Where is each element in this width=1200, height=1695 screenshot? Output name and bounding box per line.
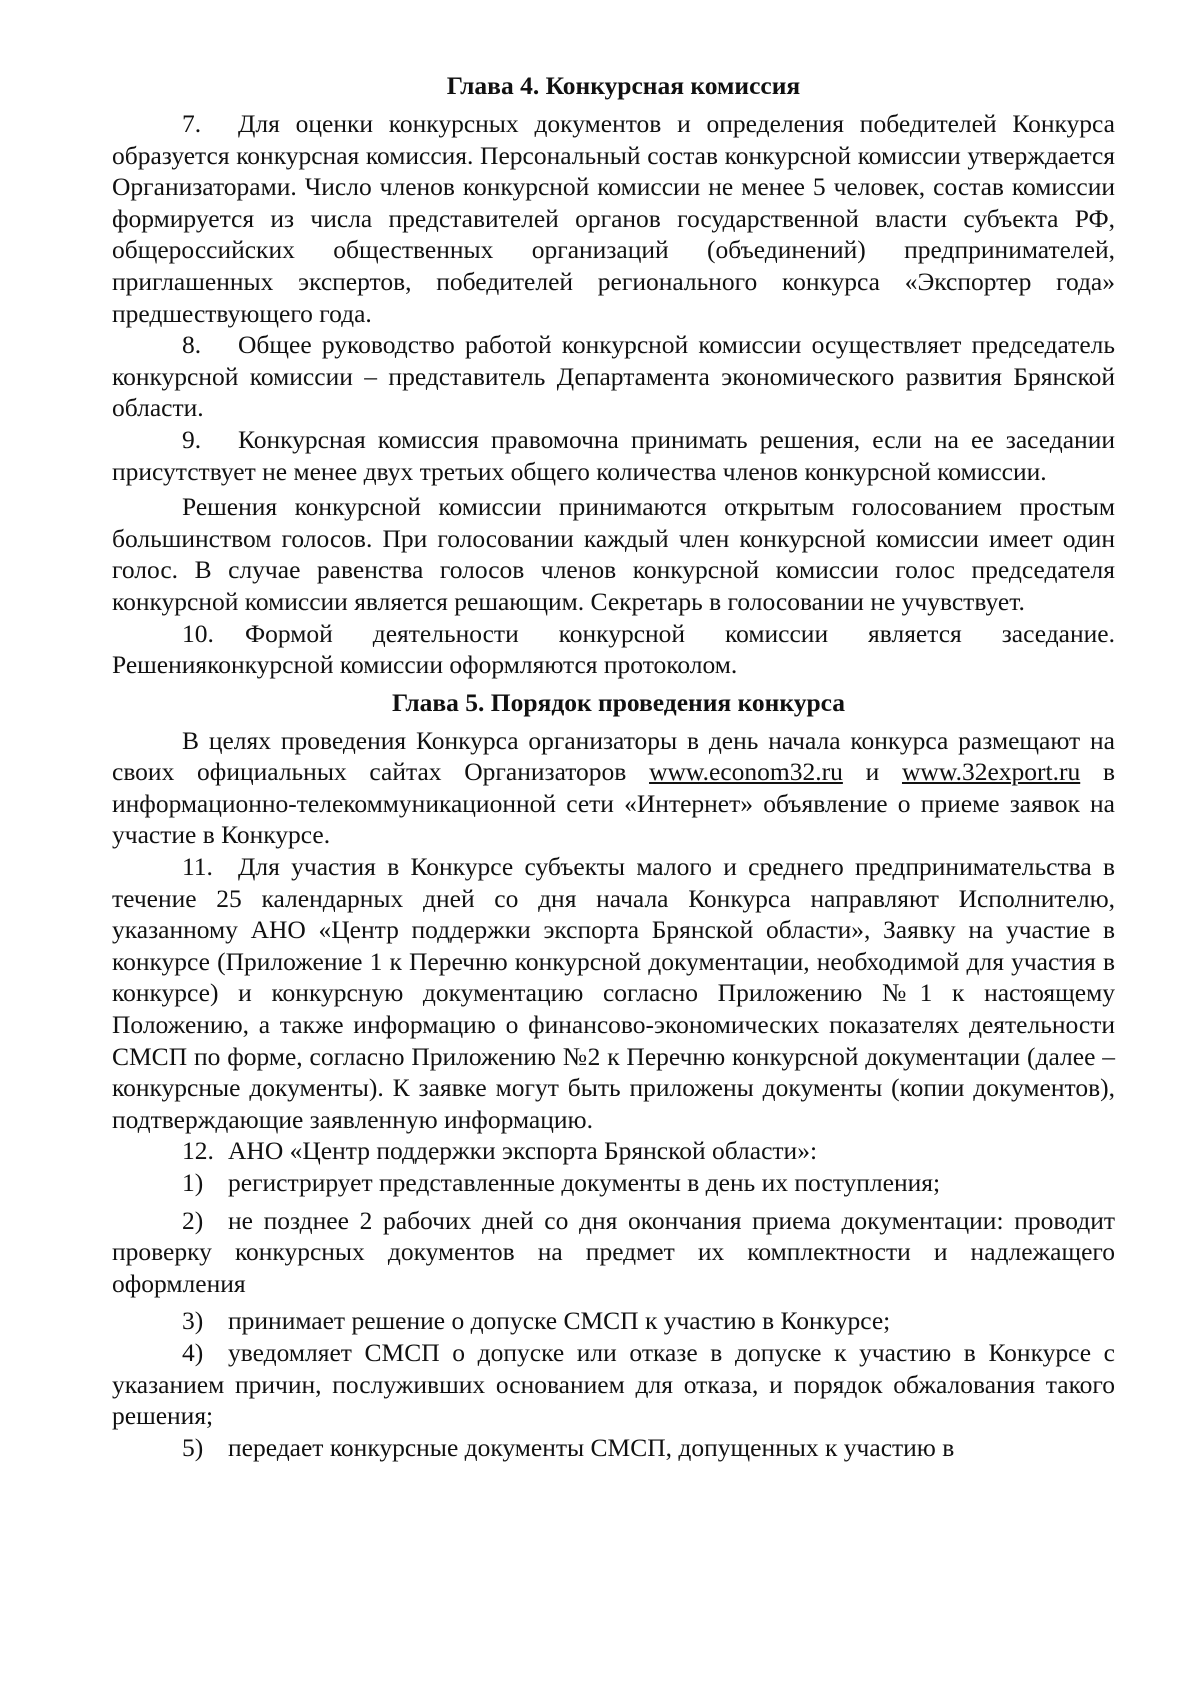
list-item-number: 4) <box>182 1337 204 1367</box>
list-item-number: 3) <box>182 1306 204 1336</box>
list-item-number: 1) <box>182 1168 204 1197</box>
paragraph-7-text: Для оценки конкурсных документов и определения победителей Конкурса образуется конкурсная комиссия. Персональный состав конкурсной комиссии утверждается Организаторами. Число членов конкурсной комиссии не менее 5 человек, состав комиссии формируется из числа представителей органов государственной власти субъекта РФ, общероссийских общественных организаций (объединений) предпринимателей, приглашенных экспертов, победителей регионального конкурса «Экспортер года» предшествующего года. <box>112 109 1115 328</box>
32export-link[interactable]: www.32export.ru <box>901 757 1081 787</box>
intro-text-a: В целях проведения Конкурса организаторы в день начала конкурса размещают на своих официальных сайтах Организаторов <box>112 725 1115 787</box>
list-item <box>112 1167 1115 1199</box>
intro-text-b: в информационно-телекоммуникационной сети «Интернет» объявление о приеме заявок на участие в Конкурсе. <box>112 757 1115 850</box>
paragraph-8-number: 8. <box>182 330 202 360</box>
paragraph-7-number: 7. <box>182 109 202 138</box>
paragraph-7 <box>112 108 1115 329</box>
paragraph-9 <box>112 424 1115 487</box>
list-item-number: 5) <box>182 1432 204 1462</box>
paragraph-11 <box>112 851 1115 1135</box>
intro-and: и <box>842 757 902 787</box>
list-item-text: уведомляет СМСП о допуске или отказе в допуске к участию в Конкурсе с указанием причин, послуживших основанием для отказа, и порядок обжалования такого решения; <box>112 1337 1115 1431</box>
paragraph-9-text: Конкурсная комиссия правомочна принимать решения, если на ее заседании присутствует не менее двух третьих общего количества членов конкурсной комиссии. <box>112 424 1115 486</box>
list-item-number: 2) <box>182 1205 204 1235</box>
paragraph-9-number: 9. <box>182 424 202 454</box>
paragraph-12-number: 12. <box>182 1136 214 1166</box>
list-item-text: регистрирует представленные документы в день их поступления; <box>228 1168 941 1197</box>
list-item-text: передает конкурсные документы СМСП, допущенных к участию в <box>228 1432 955 1462</box>
paragraph-12-text: АНО «Центр поддержки экспорта Брянской области»: <box>228 1136 818 1166</box>
chapter-5-title: Глава 5. Порядок проведения конкурса <box>391 687 846 717</box>
paragraph-10-text: Формой деятельности конкурсной комиссии является заседание. Решенияконкурсной комиссии оформляются протоколом. <box>112 618 1115 680</box>
list-item <box>112 1432 1115 1464</box>
paragraph-11-number: 11. <box>182 852 213 882</box>
paragraph-10-number: 10. <box>182 618 214 648</box>
chapter-5-intro <box>112 725 1115 851</box>
chapter-4-title: Глава 4. Конкурсная комиссия <box>446 71 801 100</box>
list-item <box>112 1305 1115 1337</box>
list-item-text: не позднее 2 рабочих дней со дня окончания приема документации: проводит проверку конкурсных документов на предмет их комплектности и надлежащего оформления <box>112 1205 1115 1298</box>
paragraph-8-text: Общее руководство работой конкурсной комиссии осуществляет председатель конкурсной комиссии – представитель Департамента экономического развития Брянской области. <box>112 330 1115 423</box>
paragraph-9-continued: Решения конкурсной комиссии принимаются открытым голосованием простым большинством голосов. При голосовании каждый член конкурсной комиссии имеет один голос. В случае равенства голосов членов конкурсной комиссии голос председателя конкурсной комиссии является решающим. Секретарь в голосовании не учувствует. <box>112 492 1115 616</box>
list-item <box>112 1337 1115 1432</box>
paragraph-8 <box>112 329 1115 424</box>
list-item-text: принимает решение о допуске СМСП к участию в Конкурсе; <box>228 1306 891 1336</box>
econom32-link[interactable]: www.econom32.ru <box>649 757 843 787</box>
paragraph-11-text: Для участия в Конкурсе субъекты малого и среднего предпринимательства в течение 25 календарных дней со дня начала Конкурса направляют Исполнителю, указанному АНО «Центр поддержки экспорта Брянской области», Заявку на участие в конкурсе (Приложение 1 к Перечню конкурсной документации, необходимой для участия в конкурсе) и конкурсную документацию согласно Приложению №1 к настоящему Положению, а также информацию о финансово-экономических показателях деятельности СМСП по форме, согласно Приложению №2 к Перечню конкурсной документации (далее – конкурсные документы). К заявке могут быть приложены документы (копии документов), подтверждающие заявленную информацию. <box>112 852 1115 1134</box>
paragraph-10 <box>112 618 1115 681</box>
list-item <box>112 1205 1115 1300</box>
document-page <box>112 70 1115 1463</box>
paragraph-12 <box>112 1135 1115 1167</box>
